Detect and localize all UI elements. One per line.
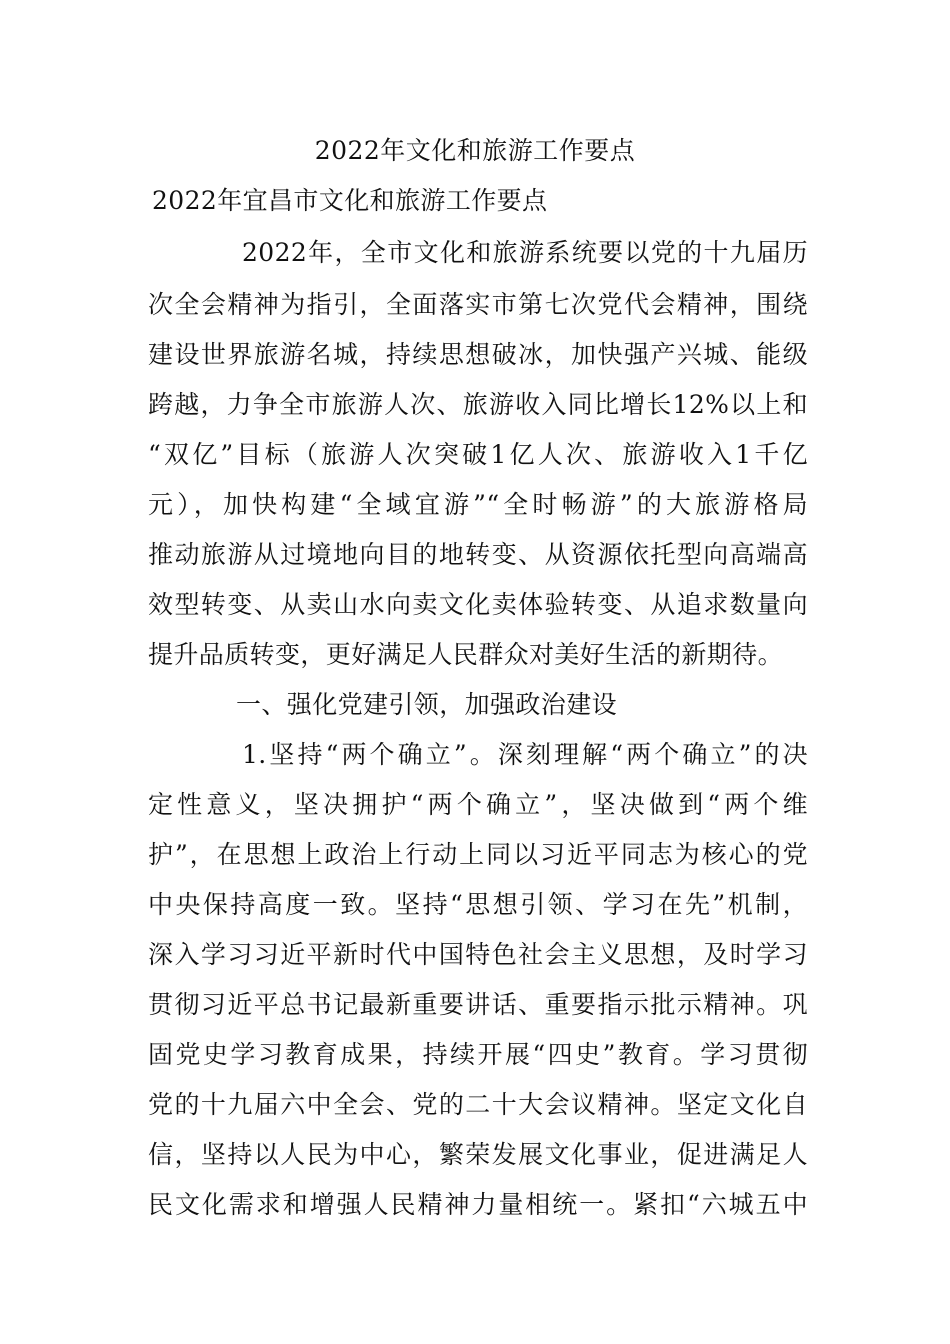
paragraph-line: 元），加快构建“全域宜游”“全时畅游”的大旅游格局 xyxy=(148,490,808,519)
paragraph-line: 民文化需求和增强人民精神力量相统一。紧扣“六城五中 xyxy=(148,1190,808,1219)
paragraph-line: 定性意义，坚决拥护“两个确立”，坚决做到“两个维 xyxy=(148,790,808,819)
paragraph-line: 中央保持高度一致。坚持“思想引领、学习在先”机制， xyxy=(148,890,808,919)
paragraph-line: 提升品质转变，更好满足人民群众对美好生活的新期待。 xyxy=(148,640,784,669)
paragraph-line: 深入学习习近平新时代中国特色社会主义思想，及时学习 xyxy=(148,940,808,969)
paragraph-line: 跨越，力争全市旅游人次、旅游收入同比增长12%以上和 xyxy=(148,390,808,419)
section-heading: 一、强化党建引领，加强政治建设 xyxy=(236,690,618,719)
paragraph-line: 效型转变、从卖山水向卖文化卖体验转变、从追求数量向 xyxy=(148,590,808,619)
paragraph-line: “双亿”目标（旅游人次突破1亿人次、旅游收入1千亿 xyxy=(148,440,808,469)
paragraph-line: 固党史学习教育成果，持续开展“四史”教育。学习贯彻 xyxy=(148,1040,808,1069)
paragraph-line: 党的十九届六中全会、党的二十大会议精神。坚定文化自 xyxy=(148,1090,808,1119)
paragraph-line: 次全会精神为指引，全面落实市第七次党代会精神，围绕 xyxy=(148,290,808,319)
paragraph-line: 推动旅游从过境地向目的地转变、从资源依托型向高端高 xyxy=(148,540,808,569)
paragraph-line: 贯彻习近平总书记最新重要讲话、重要指示批示精神。巩 xyxy=(148,990,808,1019)
document-subtitle: 2022年宜昌市文化和旅游工作要点 xyxy=(152,186,548,215)
paragraph-line: 建设世界旅游名城，持续思想破冰，加快强产兴城、能级 xyxy=(148,340,808,369)
paragraph-line: 信，坚持以人民为中心，繁荣发展文化事业，促进满足人 xyxy=(148,1140,808,1169)
paragraph-line: 2022年，全市文化和旅游系统要以党的十九届历 xyxy=(242,238,808,267)
paragraph-line: 1.坚持“两个确立”。深刻理解“两个确立”的决 xyxy=(242,740,808,769)
paragraph-line: 护”，在思想上政治上行动上同以习近平同志为核心的党 xyxy=(148,840,808,869)
document-title: 2022年文化和旅游工作要点 xyxy=(314,136,636,165)
